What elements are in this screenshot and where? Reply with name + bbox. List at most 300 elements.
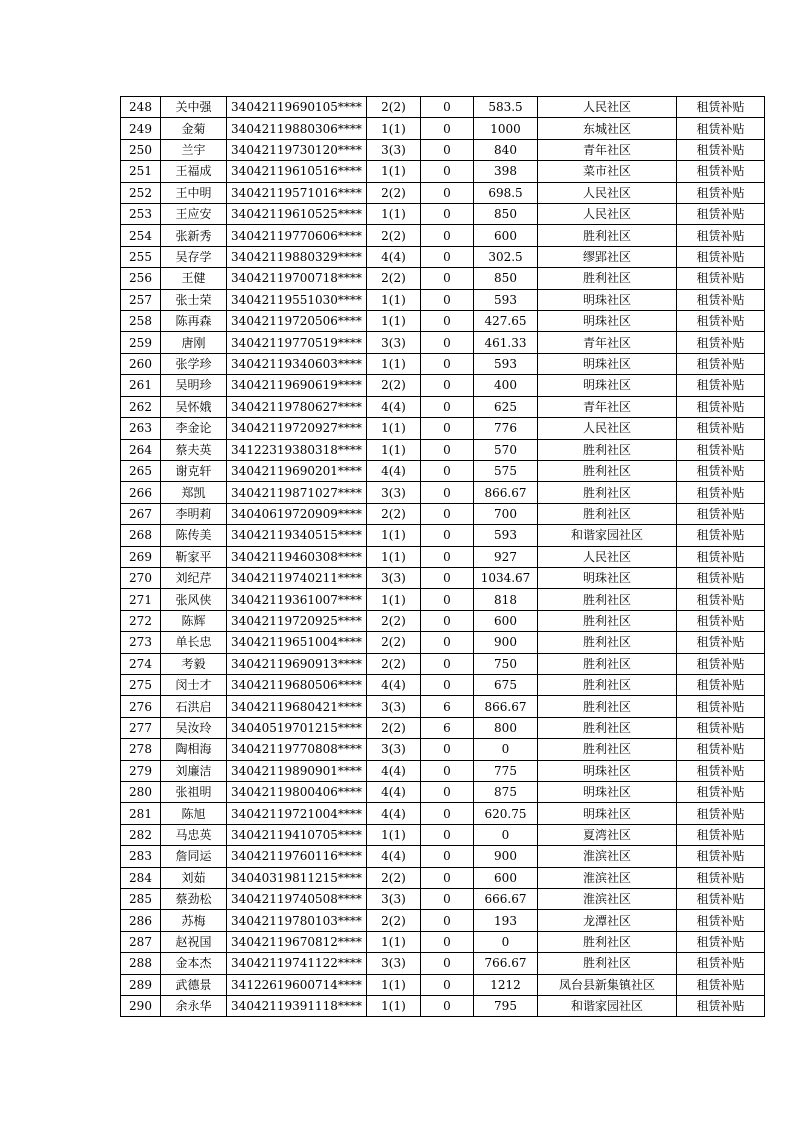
id-number: 34042119700718**** bbox=[227, 268, 367, 289]
community-name: 龙潭社区 bbox=[538, 910, 677, 931]
subsidy-type: 租赁补贴 bbox=[677, 375, 765, 396]
subsidy-type: 租赁补贴 bbox=[677, 717, 765, 738]
zero-column: 0 bbox=[421, 482, 474, 503]
family-size: 2(2) bbox=[367, 867, 421, 888]
subsidy-amount: 302.5 bbox=[474, 246, 538, 267]
community-name: 明珠社区 bbox=[538, 353, 677, 374]
row-number: 275 bbox=[121, 674, 161, 695]
family-size: 3(3) bbox=[367, 739, 421, 760]
person-name: 陈传美 bbox=[161, 525, 227, 546]
subsidy-amount: 593 bbox=[474, 525, 538, 546]
zero-column: 0 bbox=[421, 567, 474, 588]
table-row bbox=[121, 996, 765, 1017]
person-name: 刘茹 bbox=[161, 867, 227, 888]
subsidy-type: 租赁补贴 bbox=[677, 867, 765, 888]
subsidy-type: 租赁补贴 bbox=[677, 482, 765, 503]
id-number: 34040319811215**** bbox=[227, 867, 367, 888]
table-row bbox=[121, 846, 765, 867]
zero-column: 0 bbox=[421, 546, 474, 567]
family-size: 2(2) bbox=[367, 97, 421, 118]
subsidy-amount: 1000 bbox=[474, 118, 538, 139]
row-number: 254 bbox=[121, 225, 161, 246]
person-name: 詹同运 bbox=[161, 846, 227, 867]
person-name: 张风侠 bbox=[161, 589, 227, 610]
table-row bbox=[121, 439, 765, 460]
family-size: 3(3) bbox=[367, 332, 421, 353]
row-number: 268 bbox=[121, 525, 161, 546]
subsidy-type: 租赁补贴 bbox=[677, 525, 765, 546]
table-row bbox=[121, 225, 765, 246]
zero-column: 0 bbox=[421, 225, 474, 246]
subsidy-amount: 900 bbox=[474, 846, 538, 867]
table-row bbox=[121, 974, 765, 995]
zero-column: 0 bbox=[421, 674, 474, 695]
subsidy-type: 租赁补贴 bbox=[677, 503, 765, 524]
community-name: 明珠社区 bbox=[538, 782, 677, 803]
community-name: 人民社区 bbox=[538, 97, 677, 118]
person-name: 郑凯 bbox=[161, 482, 227, 503]
person-name: 蔡夫英 bbox=[161, 439, 227, 460]
table-row bbox=[121, 824, 765, 845]
table-row bbox=[121, 118, 765, 139]
table-row bbox=[121, 889, 765, 910]
person-name: 陈辉 bbox=[161, 610, 227, 631]
zero-column: 0 bbox=[421, 353, 474, 374]
row-number: 270 bbox=[121, 567, 161, 588]
community-name: 淮滨社区 bbox=[538, 867, 677, 888]
community-name: 胜利社区 bbox=[538, 739, 677, 760]
table-row bbox=[121, 332, 765, 353]
family-size: 3(3) bbox=[367, 696, 421, 717]
family-size: 2(2) bbox=[367, 653, 421, 674]
person-name: 吴存学 bbox=[161, 246, 227, 267]
community-name: 淮滨社区 bbox=[538, 889, 677, 910]
person-name: 王健 bbox=[161, 268, 227, 289]
zero-column: 0 bbox=[421, 760, 474, 781]
table-row bbox=[121, 161, 765, 182]
table-row bbox=[121, 525, 765, 546]
subsidy-amount: 800 bbox=[474, 717, 538, 738]
zero-column: 0 bbox=[421, 396, 474, 417]
subsidy-type: 租赁补贴 bbox=[677, 225, 765, 246]
community-name: 夏湾社区 bbox=[538, 824, 677, 845]
row-number: 277 bbox=[121, 717, 161, 738]
community-name: 明珠社区 bbox=[538, 375, 677, 396]
id-number: 34042119680506**** bbox=[227, 674, 367, 695]
subsidy-amount: 900 bbox=[474, 632, 538, 653]
id-number: 34042119760116**** bbox=[227, 846, 367, 867]
subsidy-amount: 600 bbox=[474, 610, 538, 631]
community-name: 东城社区 bbox=[538, 118, 677, 139]
row-number: 262 bbox=[121, 396, 161, 417]
id-number: 34042119780103**** bbox=[227, 910, 367, 931]
subsidy-amount: 398 bbox=[474, 161, 538, 182]
family-size: 4(4) bbox=[367, 803, 421, 824]
table-row bbox=[121, 717, 765, 738]
row-number: 256 bbox=[121, 268, 161, 289]
family-size: 4(4) bbox=[367, 674, 421, 695]
id-number: 34042119720925**** bbox=[227, 610, 367, 631]
row-number: 269 bbox=[121, 546, 161, 567]
id-number: 34042119680421**** bbox=[227, 696, 367, 717]
row-number: 282 bbox=[121, 824, 161, 845]
community-name: 胜利社区 bbox=[538, 610, 677, 631]
row-number: 267 bbox=[121, 503, 161, 524]
family-size: 2(2) bbox=[367, 375, 421, 396]
subsidy-amount: 700 bbox=[474, 503, 538, 524]
subsidy-amount: 583.5 bbox=[474, 97, 538, 118]
community-name: 青年社区 bbox=[538, 139, 677, 160]
id-number: 34042119361007**** bbox=[227, 589, 367, 610]
subsidy-table bbox=[120, 96, 765, 1017]
id-number: 34042119721004**** bbox=[227, 803, 367, 824]
subsidy-type: 租赁补贴 bbox=[677, 161, 765, 182]
subsidy-amount: 698.5 bbox=[474, 182, 538, 203]
community-name: 胜利社区 bbox=[538, 268, 677, 289]
subsidy-amount: 193 bbox=[474, 910, 538, 931]
subsidy-type: 租赁补贴 bbox=[677, 311, 765, 332]
row-number: 280 bbox=[121, 782, 161, 803]
person-name: 吴明珍 bbox=[161, 375, 227, 396]
id-number: 34042119770519**** bbox=[227, 332, 367, 353]
family-size: 1(1) bbox=[367, 931, 421, 952]
table-row bbox=[121, 803, 765, 824]
row-number: 250 bbox=[121, 139, 161, 160]
subsidy-type: 租赁补贴 bbox=[677, 546, 765, 567]
person-name: 唐刚 bbox=[161, 332, 227, 353]
table-row bbox=[121, 289, 765, 310]
community-name: 缪郢社区 bbox=[538, 246, 677, 267]
subsidy-type: 租赁补贴 bbox=[677, 589, 765, 610]
row-number: 272 bbox=[121, 610, 161, 631]
subsidy-type: 租赁补贴 bbox=[677, 739, 765, 760]
table-row bbox=[121, 760, 765, 781]
table-row bbox=[121, 204, 765, 225]
table-row bbox=[121, 396, 765, 417]
subsidy-amount: 0 bbox=[474, 931, 538, 952]
zero-column: 0 bbox=[421, 824, 474, 845]
subsidy-amount: 600 bbox=[474, 225, 538, 246]
family-size: 3(3) bbox=[367, 953, 421, 974]
subsidy-type: 租赁补贴 bbox=[677, 97, 765, 118]
zero-column: 0 bbox=[421, 246, 474, 267]
person-name: 闵士才 bbox=[161, 674, 227, 695]
person-name: 王中明 bbox=[161, 182, 227, 203]
zero-column: 0 bbox=[421, 953, 474, 974]
table-row bbox=[121, 567, 765, 588]
family-size: 1(1) bbox=[367, 439, 421, 460]
subsidy-type: 租赁补贴 bbox=[677, 782, 765, 803]
community-name: 胜利社区 bbox=[538, 632, 677, 653]
zero-column: 0 bbox=[421, 974, 474, 995]
family-size: 1(1) bbox=[367, 996, 421, 1017]
person-name: 赵祝国 bbox=[161, 931, 227, 952]
table-row bbox=[121, 311, 765, 332]
zero-column: 6 bbox=[421, 717, 474, 738]
id-number: 34042119410705**** bbox=[227, 824, 367, 845]
family-size: 2(2) bbox=[367, 503, 421, 524]
zero-column: 0 bbox=[421, 503, 474, 524]
zero-column: 0 bbox=[421, 846, 474, 867]
row-number: 259 bbox=[121, 332, 161, 353]
family-size: 1(1) bbox=[367, 289, 421, 310]
zero-column: 0 bbox=[421, 118, 474, 139]
zero-column: 0 bbox=[421, 182, 474, 203]
subsidy-type: 租赁补贴 bbox=[677, 889, 765, 910]
person-name: 马忠英 bbox=[161, 824, 227, 845]
row-number: 274 bbox=[121, 653, 161, 674]
zero-column: 0 bbox=[421, 332, 474, 353]
family-size: 2(2) bbox=[367, 225, 421, 246]
subsidy-amount: 776 bbox=[474, 418, 538, 439]
community-name: 胜利社区 bbox=[538, 931, 677, 952]
id-number: 34042119651004**** bbox=[227, 632, 367, 653]
subsidy-type: 租赁补贴 bbox=[677, 931, 765, 952]
subsidy-type: 租赁补贴 bbox=[677, 139, 765, 160]
table-row bbox=[121, 674, 765, 695]
community-name: 明珠社区 bbox=[538, 760, 677, 781]
person-name: 王应安 bbox=[161, 204, 227, 225]
community-name: 人民社区 bbox=[538, 182, 677, 203]
person-name: 苏梅 bbox=[161, 910, 227, 931]
zero-column: 6 bbox=[421, 696, 474, 717]
subsidy-amount: 570 bbox=[474, 439, 538, 460]
subsidy-amount: 593 bbox=[474, 353, 538, 374]
family-size: 3(3) bbox=[367, 139, 421, 160]
person-name: 陶相海 bbox=[161, 739, 227, 760]
id-number: 34042119720506**** bbox=[227, 311, 367, 332]
subsidy-amount: 866.67 bbox=[474, 482, 538, 503]
id-number: 34042119871027**** bbox=[227, 482, 367, 503]
id-number: 34042119880329**** bbox=[227, 246, 367, 267]
table-row bbox=[121, 867, 765, 888]
id-number: 34042119690105**** bbox=[227, 97, 367, 118]
row-number: 260 bbox=[121, 353, 161, 374]
subsidy-amount: 850 bbox=[474, 204, 538, 225]
table-row bbox=[121, 931, 765, 952]
table-row bbox=[121, 782, 765, 803]
person-name: 吴怀娥 bbox=[161, 396, 227, 417]
id-number: 34042119780627**** bbox=[227, 396, 367, 417]
family-size: 2(2) bbox=[367, 182, 421, 203]
id-number: 34042119741122**** bbox=[227, 953, 367, 974]
row-number: 263 bbox=[121, 418, 161, 439]
id-number: 34042119340515**** bbox=[227, 525, 367, 546]
person-name: 李金论 bbox=[161, 418, 227, 439]
family-size: 4(4) bbox=[367, 760, 421, 781]
table-row bbox=[121, 246, 765, 267]
row-number: 290 bbox=[121, 996, 161, 1017]
table-row bbox=[121, 696, 765, 717]
person-name: 李明莉 bbox=[161, 503, 227, 524]
id-number: 34042119890901**** bbox=[227, 760, 367, 781]
subsidy-type: 租赁补贴 bbox=[677, 246, 765, 267]
subsidy-amount: 666.67 bbox=[474, 889, 538, 910]
community-name: 明珠社区 bbox=[538, 567, 677, 588]
row-number: 253 bbox=[121, 204, 161, 225]
person-name: 刘廉洁 bbox=[161, 760, 227, 781]
family-size: 4(4) bbox=[367, 246, 421, 267]
person-name: 陈旭 bbox=[161, 803, 227, 824]
family-size: 1(1) bbox=[367, 311, 421, 332]
table-body bbox=[121, 97, 765, 1017]
person-name: 张新秀 bbox=[161, 225, 227, 246]
id-number: 34042119770606**** bbox=[227, 225, 367, 246]
community-name: 胜利社区 bbox=[538, 589, 677, 610]
subsidy-amount: 866.67 bbox=[474, 696, 538, 717]
zero-column: 0 bbox=[421, 460, 474, 481]
subsidy-amount: 840 bbox=[474, 139, 538, 160]
zero-column: 0 bbox=[421, 589, 474, 610]
row-number: 283 bbox=[121, 846, 161, 867]
subsidy-amount: 575 bbox=[474, 460, 538, 481]
zero-column: 0 bbox=[421, 632, 474, 653]
person-name: 靳家平 bbox=[161, 546, 227, 567]
subsidy-amount: 625 bbox=[474, 396, 538, 417]
family-size: 2(2) bbox=[367, 910, 421, 931]
person-name: 兰宇 bbox=[161, 139, 227, 160]
zero-column: 0 bbox=[421, 931, 474, 952]
zero-column: 0 bbox=[421, 653, 474, 674]
row-number: 264 bbox=[121, 439, 161, 460]
subsidy-type: 租赁补贴 bbox=[677, 846, 765, 867]
table-row bbox=[121, 268, 765, 289]
id-number: 34042119690201**** bbox=[227, 460, 367, 481]
subsidy-type: 租赁补贴 bbox=[677, 610, 765, 631]
person-name: 张祖明 bbox=[161, 782, 227, 803]
subsidy-type: 租赁补贴 bbox=[677, 182, 765, 203]
family-size: 1(1) bbox=[367, 418, 421, 439]
subsidy-type: 租赁补贴 bbox=[677, 439, 765, 460]
subsidy-type: 租赁补贴 bbox=[677, 803, 765, 824]
subsidy-type: 租赁补贴 bbox=[677, 910, 765, 931]
subsidy-type: 租赁补贴 bbox=[677, 974, 765, 995]
community-name: 胜利社区 bbox=[538, 717, 677, 738]
row-number: 266 bbox=[121, 482, 161, 503]
community-name: 胜利社区 bbox=[538, 460, 677, 481]
subsidy-type: 租赁补贴 bbox=[677, 332, 765, 353]
table-row bbox=[121, 460, 765, 481]
zero-column: 0 bbox=[421, 910, 474, 931]
subsidy-amount: 795 bbox=[474, 996, 538, 1017]
id-number: 34042119571016**** bbox=[227, 182, 367, 203]
person-name: 张士荣 bbox=[161, 289, 227, 310]
family-size: 4(4) bbox=[367, 846, 421, 867]
community-name: 和谐家园社区 bbox=[538, 525, 677, 546]
row-number: 271 bbox=[121, 589, 161, 610]
zero-column: 0 bbox=[421, 204, 474, 225]
subsidy-type: 租赁补贴 bbox=[677, 204, 765, 225]
family-size: 2(2) bbox=[367, 717, 421, 738]
table-row bbox=[121, 546, 765, 567]
table-row bbox=[121, 589, 765, 610]
family-size: 4(4) bbox=[367, 396, 421, 417]
table-row bbox=[121, 632, 765, 653]
table-row bbox=[121, 97, 765, 118]
id-number: 34042119460308**** bbox=[227, 546, 367, 567]
family-size: 2(2) bbox=[367, 632, 421, 653]
row-number: 285 bbox=[121, 889, 161, 910]
row-number: 257 bbox=[121, 289, 161, 310]
subsidy-amount: 927 bbox=[474, 546, 538, 567]
zero-column: 0 bbox=[421, 525, 474, 546]
family-size: 3(3) bbox=[367, 567, 421, 588]
id-number: 34042119340603**** bbox=[227, 353, 367, 374]
person-name: 蔡劲松 bbox=[161, 889, 227, 910]
subsidy-type: 租赁补贴 bbox=[677, 289, 765, 310]
id-number: 34042119800406**** bbox=[227, 782, 367, 803]
person-name: 吴汝玲 bbox=[161, 717, 227, 738]
community-name: 胜利社区 bbox=[538, 953, 677, 974]
subsidy-type: 租赁补贴 bbox=[677, 653, 765, 674]
subsidy-amount: 0 bbox=[474, 824, 538, 845]
id-number: 34042119690913**** bbox=[227, 653, 367, 674]
subsidy-type: 租赁补贴 bbox=[677, 696, 765, 717]
subsidy-type: 租赁补贴 bbox=[677, 996, 765, 1017]
person-name: 金本杰 bbox=[161, 953, 227, 974]
row-number: 286 bbox=[121, 910, 161, 931]
id-number: 34040619720909**** bbox=[227, 503, 367, 524]
community-name: 明珠社区 bbox=[538, 289, 677, 310]
id-number: 34042119770808**** bbox=[227, 739, 367, 760]
zero-column: 0 bbox=[421, 161, 474, 182]
subsidy-amount: 593 bbox=[474, 289, 538, 310]
zero-column: 0 bbox=[421, 139, 474, 160]
family-size: 2(2) bbox=[367, 610, 421, 631]
subsidy-amount: 750 bbox=[474, 653, 538, 674]
subsidy-type: 租赁补贴 bbox=[677, 567, 765, 588]
row-number: 265 bbox=[121, 460, 161, 481]
zero-column: 0 bbox=[421, 97, 474, 118]
community-name: 菜市社区 bbox=[538, 161, 677, 182]
row-number: 249 bbox=[121, 118, 161, 139]
subsidy-type: 租赁补贴 bbox=[677, 824, 765, 845]
table-row bbox=[121, 953, 765, 974]
zero-column: 0 bbox=[421, 311, 474, 332]
subsidy-amount: 875 bbox=[474, 782, 538, 803]
table-row bbox=[121, 353, 765, 374]
zero-column: 0 bbox=[421, 610, 474, 631]
row-number: 258 bbox=[121, 311, 161, 332]
id-number: 34042119730120**** bbox=[227, 139, 367, 160]
subsidy-type: 租赁补贴 bbox=[677, 953, 765, 974]
table-row bbox=[121, 375, 765, 396]
id-number: 34042119740211**** bbox=[227, 567, 367, 588]
subsidy-amount: 1212 bbox=[474, 974, 538, 995]
community-name: 胜利社区 bbox=[538, 674, 677, 695]
zero-column: 0 bbox=[421, 889, 474, 910]
table-row bbox=[121, 418, 765, 439]
subsidy-type: 租赁补贴 bbox=[677, 268, 765, 289]
id-number: 34042119880306**** bbox=[227, 118, 367, 139]
zero-column: 0 bbox=[421, 439, 474, 460]
family-size: 1(1) bbox=[367, 204, 421, 225]
community-name: 和谐家园社区 bbox=[538, 996, 677, 1017]
community-name: 人民社区 bbox=[538, 418, 677, 439]
id-number: 34122319380318**** bbox=[227, 439, 367, 460]
person-name: 金菊 bbox=[161, 118, 227, 139]
community-name: 凤台县新集镇社区 bbox=[538, 974, 677, 995]
table-row bbox=[121, 139, 765, 160]
row-number: 252 bbox=[121, 182, 161, 203]
row-number: 248 bbox=[121, 97, 161, 118]
person-name: 余永华 bbox=[161, 996, 227, 1017]
id-number: 34042119670812**** bbox=[227, 931, 367, 952]
subsidy-type: 租赁补贴 bbox=[677, 460, 765, 481]
community-name: 人民社区 bbox=[538, 204, 677, 225]
family-size: 4(4) bbox=[367, 460, 421, 481]
subsidy-amount: 766.67 bbox=[474, 953, 538, 974]
